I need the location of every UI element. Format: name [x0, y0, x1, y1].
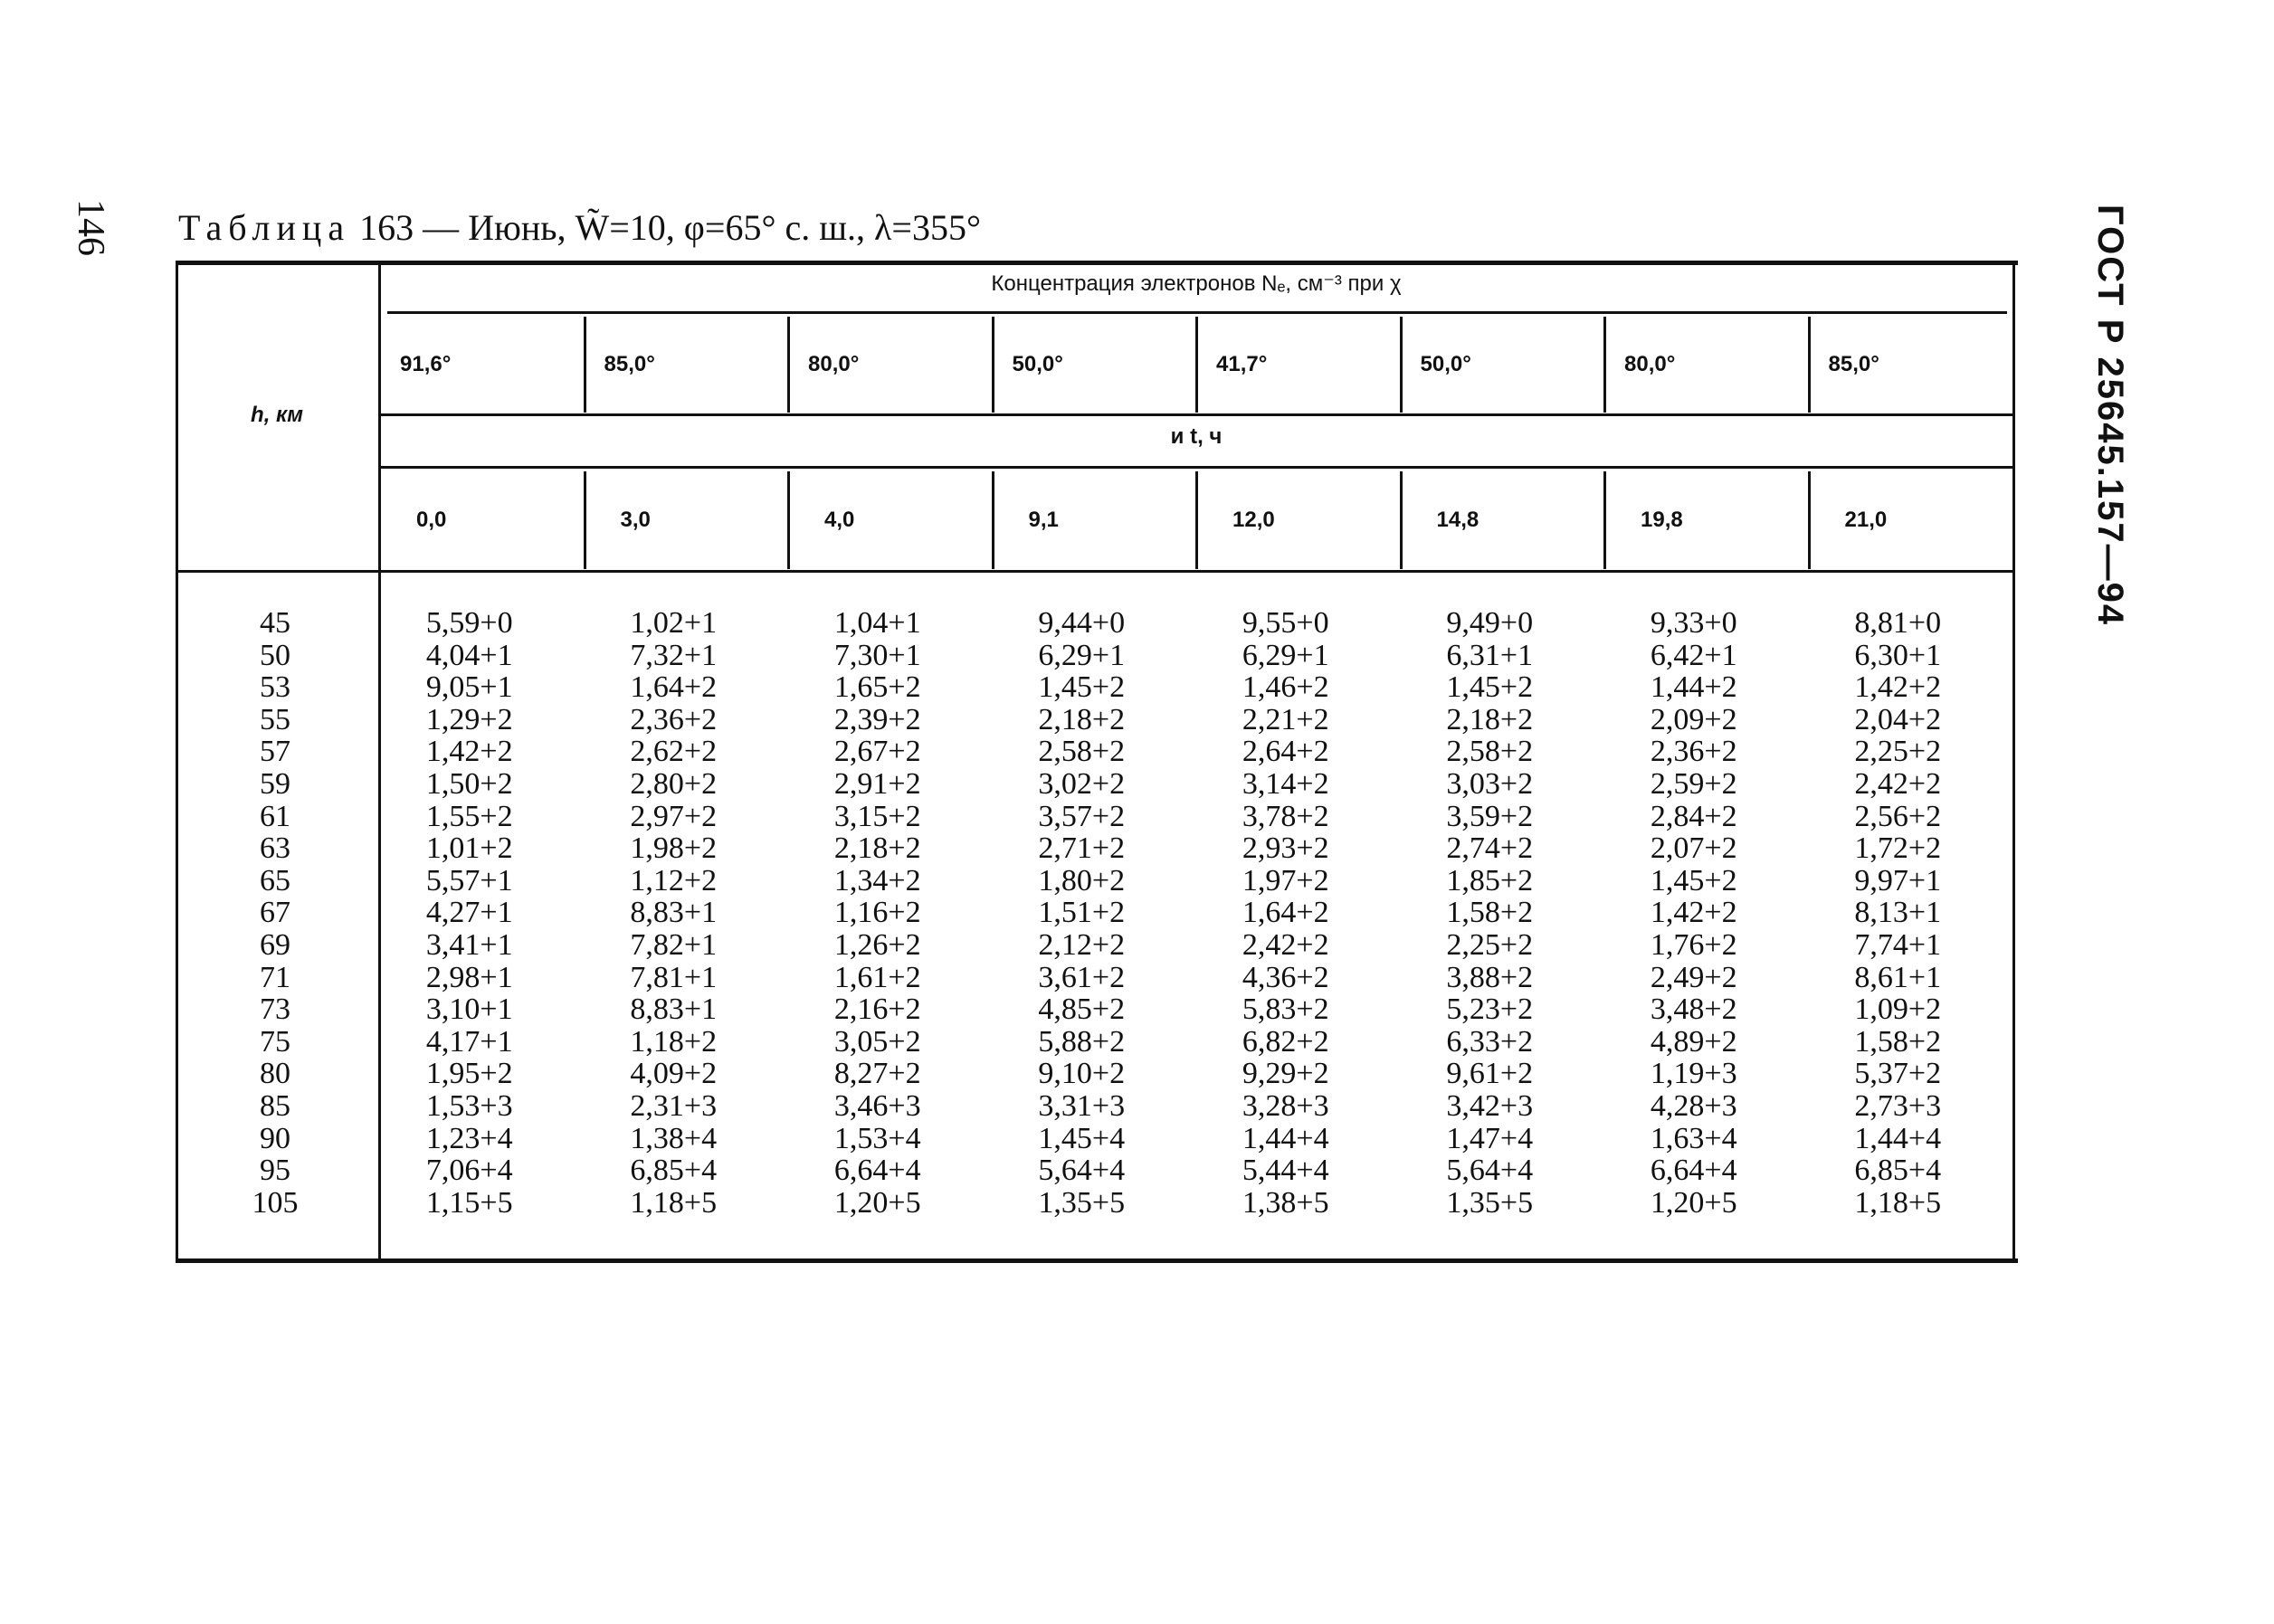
concentration-cell: 9,44+0 [1038, 606, 1126, 640]
concentration-cell: 3,88+2 [1446, 960, 1534, 994]
concentration-cell: 4,17+1 [425, 1024, 513, 1059]
concentration-cell: 2,04+2 [1854, 702, 1942, 736]
concentration-cell: 7,74+1 [1854, 927, 1942, 962]
concentration-cell: 1,09+2 [1854, 992, 1942, 1027]
concentration-cell: 2,21+2 [1242, 702, 1329, 736]
concentration-cell: 2,39+2 [833, 702, 921, 736]
concentration-cell: 3,48+2 [1650, 992, 1737, 1027]
concentration-cell: 1,15+5 [425, 1185, 513, 1220]
concentration-cell: 5,83+2 [1242, 992, 1329, 1027]
concentration-cell: 2,36+2 [630, 702, 718, 736]
concentration-cell: 9,10+2 [1038, 1057, 1126, 1091]
concentration-cell: 1,58+2 [1446, 896, 1534, 930]
concentration-cell: 2,42+2 [1854, 766, 1942, 801]
header-column-divider [1195, 471, 1198, 569]
concentration-cell: 1,20+5 [833, 1185, 921, 1220]
concentration-cell: 1,55+2 [425, 799, 513, 833]
concentration-cell: 2,16+2 [833, 992, 921, 1027]
concentration-cell: 1,98+2 [630, 831, 718, 866]
concentration-cell: 6,64+4 [1650, 1154, 1737, 1188]
header-column-divider [787, 471, 790, 569]
concentration-column [998, 607, 1166, 1219]
t-header-cell: 3,0 [620, 508, 651, 532]
height-cell: 50 [260, 638, 290, 672]
concentration-cell: 2,98+1 [425, 960, 513, 994]
data-table [176, 261, 2018, 1263]
concentration-cell: 9,55+0 [1242, 606, 1329, 640]
concentration-cell: 8,81+0 [1854, 606, 1942, 640]
concentration-cell: 9,61+2 [1446, 1057, 1534, 1091]
concentration-cell: 1,12+2 [630, 863, 718, 897]
concentration-cell: 1,23+4 [425, 1121, 513, 1155]
concentration-cell: 2,97+2 [630, 799, 718, 833]
concentration-cell: 1,58+2 [1854, 1024, 1942, 1059]
height-cell: 57 [260, 735, 290, 769]
concentration-cell: 1,64+2 [630, 670, 718, 705]
concentration-cell: 9,97+1 [1854, 863, 1942, 897]
concentration-cell: 1,26+2 [833, 927, 921, 962]
row-header-h: h, км [251, 403, 303, 427]
height-cell: 73 [260, 992, 290, 1027]
concentration-column [590, 607, 758, 1219]
height-cell: 85 [260, 1088, 290, 1123]
height-cell: 45 [260, 606, 290, 640]
header-column-divider [1808, 471, 1811, 569]
concentration-cell: 1,95+2 [425, 1057, 513, 1091]
concentration-cell: 1,20+5 [1650, 1185, 1737, 1220]
concentration-cell: 6,64+4 [833, 1154, 921, 1188]
concentration-cell: 3,46+3 [833, 1088, 921, 1123]
concentration-cell: 1,19+3 [1650, 1057, 1737, 1091]
header-column-divider [992, 317, 994, 413]
t-header-cell: 4,0 [824, 508, 855, 532]
concentration-cell: 6,82+2 [1242, 1024, 1329, 1059]
concentration-cell: 5,57+1 [425, 863, 513, 897]
t-header-cell: 0,0 [416, 508, 447, 532]
height-cell: 71 [260, 960, 290, 994]
chi-header-cell: 50,0° [1012, 352, 1063, 376]
chi-header-cell: 85,0° [1828, 352, 1879, 376]
concentration-cell: 7,30+1 [833, 638, 921, 672]
concentration-cell: 9,05+1 [425, 670, 513, 705]
concentration-cell: 1,45+4 [1038, 1121, 1126, 1155]
height-cell: 95 [260, 1154, 290, 1188]
concentration-cell: 1,53+4 [833, 1121, 921, 1155]
concentration-cell: 5,23+2 [1446, 992, 1534, 1027]
header-column-divider [992, 471, 994, 569]
concentration-cell: 5,64+4 [1446, 1154, 1534, 1188]
height-cell: 53 [260, 670, 290, 705]
group-header-time: и t, ч [1170, 424, 1223, 449]
chi-header-cell: 91,6° [400, 352, 452, 376]
height-cell: 59 [260, 766, 290, 801]
concentration-cell: 1,44+2 [1650, 670, 1737, 705]
chi-header-cell: 85,0° [604, 352, 655, 376]
concentration-cell: 1,50+2 [425, 766, 513, 801]
concentration-cell: 4,09+2 [630, 1057, 718, 1091]
height-cell: 65 [260, 863, 290, 897]
concentration-cell: 5,59+0 [425, 606, 513, 640]
concentration-column [1202, 607, 1370, 1219]
concentration-cell: 6,29+1 [1242, 638, 1329, 672]
header-column-divider [1603, 471, 1606, 569]
concentration-cell: 6,33+2 [1446, 1024, 1534, 1059]
t-header-cell: 9,1 [1028, 508, 1059, 532]
concentration-cell: 3,78+2 [1242, 799, 1329, 833]
height-cell: 67 [260, 896, 290, 930]
chi-header-cell: 80,0° [1624, 352, 1676, 376]
concentration-cell: 2,18+2 [1446, 702, 1534, 736]
concentration-cell: 2,64+2 [1242, 735, 1329, 769]
concentration-cell: 4,36+2 [1242, 960, 1329, 994]
concentration-cell: 1,18+2 [630, 1024, 718, 1059]
concentration-cell: 9,29+2 [1242, 1057, 1329, 1091]
height-cell: 90 [260, 1121, 290, 1155]
concentration-cell: 8,83+1 [630, 896, 718, 930]
concentration-cell: 3,14+2 [1242, 766, 1329, 801]
concentration-cell: 3,28+3 [1242, 1088, 1329, 1123]
concentration-cell: 2,73+3 [1854, 1088, 1942, 1123]
concentration-cell: 3,03+2 [1446, 766, 1534, 801]
concentration-cell: 1,42+2 [1650, 896, 1737, 930]
concentration-column [1610, 607, 1778, 1219]
header-column-divider [1400, 317, 1403, 413]
concentration-cell: 6,30+1 [1854, 638, 1942, 672]
concentration-cell: 1,85+2 [1446, 863, 1534, 897]
concentration-cell: 2,67+2 [833, 735, 921, 769]
concentration-cell: 7,82+1 [630, 927, 718, 962]
concentration-cell: 1,42+2 [425, 735, 513, 769]
concentration-cell: 3,41+1 [425, 927, 513, 962]
concentration-cell: 1,29+2 [425, 702, 513, 736]
concentration-cell: 2,42+2 [1242, 927, 1329, 962]
concentration-cell: 8,13+1 [1854, 896, 1942, 930]
concentration-cell: 4,27+1 [425, 896, 513, 930]
concentration-cell: 2,58+2 [1038, 735, 1126, 769]
concentration-cell: 1,64+2 [1242, 896, 1329, 930]
header-rule-3 [380, 466, 2012, 469]
concentration-cell: 1,18+5 [1854, 1185, 1942, 1220]
concentration-cell: 1,38+4 [630, 1121, 718, 1155]
concentration-cell: 1,44+4 [1854, 1121, 1942, 1155]
concentration-cell: 3,05+2 [833, 1024, 921, 1059]
concentration-cell: 1,38+5 [1242, 1185, 1329, 1220]
concentration-cell: 4,04+1 [425, 638, 513, 672]
concentration-cell: 2,12+2 [1038, 927, 1126, 962]
concentration-cell: 1,35+5 [1038, 1185, 1126, 1220]
concentration-cell: 2,71+2 [1038, 831, 1126, 866]
concentration-cell: 4,89+2 [1650, 1024, 1737, 1059]
table-outer-right-rule [2012, 265, 2015, 1258]
concentration-cell: 3,15+2 [833, 799, 921, 833]
concentration-cell: 2,93+2 [1242, 831, 1329, 866]
concentration-cell: 2,91+2 [833, 766, 921, 801]
concentration-cell: 1,34+2 [833, 863, 921, 897]
height-cell: 105 [252, 1185, 299, 1220]
standard-designation: ГОСТ Р 25645.157—94 [2090, 204, 2130, 627]
height-cell: 63 [260, 831, 290, 866]
concentration-cell: 1,61+2 [833, 960, 921, 994]
header-bottom-rule [176, 570, 2015, 573]
concentration-cell: 2,58+2 [1446, 735, 1534, 769]
concentration-cell: 2,80+2 [630, 766, 718, 801]
height-cell: 75 [260, 1024, 290, 1059]
group-header-concentration: Концентрация электронов Nₑ, см⁻³ при χ [991, 271, 1402, 296]
concentration-cell: 2,18+2 [833, 831, 921, 866]
height-cell: 69 [260, 927, 290, 962]
concentration-cell: 3,10+1 [425, 992, 513, 1027]
table-caption [178, 206, 981, 249]
header-column-divider [1195, 317, 1198, 413]
concentration-cell: 6,42+1 [1650, 638, 1737, 672]
concentration-cell: 4,28+3 [1650, 1088, 1737, 1123]
concentration-cell: 1,16+2 [833, 896, 921, 930]
chi-header-cell: 80,0° [808, 352, 860, 376]
concentration-cell: 1,47+4 [1446, 1121, 1534, 1155]
concentration-cell: 1,01+2 [425, 831, 513, 866]
header-rule-2 [380, 413, 2012, 416]
concentration-cell: 7,81+1 [630, 960, 718, 994]
header-column-divider [1400, 471, 1403, 569]
concentration-cell: 5,44+4 [1242, 1154, 1329, 1188]
concentration-cell: 2,56+2 [1854, 799, 1942, 833]
concentration-cell: 3,42+3 [1446, 1088, 1534, 1123]
height-column [176, 607, 375, 1219]
concentration-cell: 1,80+2 [1038, 863, 1126, 897]
concentration-cell: 1,42+2 [1854, 670, 1942, 705]
concentration-cell: 2,18+2 [1038, 702, 1126, 736]
concentration-cell: 2,74+2 [1446, 831, 1534, 866]
concentration-cell: 8,83+1 [630, 992, 718, 1027]
concentration-cell: 7,32+1 [630, 638, 718, 672]
concentration-cell: 2,62+2 [630, 735, 718, 769]
concentration-cell: 7,06+4 [425, 1154, 513, 1188]
concentration-cell: 6,31+1 [1446, 638, 1534, 672]
page-number: 146 [70, 199, 111, 256]
concentration-cell: 6,85+4 [1854, 1154, 1942, 1188]
chi-header-cell: 41,7° [1216, 352, 1268, 376]
header-column-divider [584, 471, 586, 569]
concentration-cell: 1,35+5 [1446, 1185, 1534, 1220]
concentration-cell: 2,07+2 [1650, 831, 1737, 866]
chi-header-cell: 50,0° [1420, 352, 1471, 376]
t-header-cell: 12,0 [1232, 508, 1275, 532]
concentration-column [1406, 607, 1575, 1219]
concentration-cell: 1,46+2 [1242, 670, 1329, 705]
concentration-cell: 2,36+2 [1650, 735, 1737, 769]
concentration-cell: 1,18+5 [630, 1185, 718, 1220]
caption-label: Таблица [178, 207, 351, 248]
concentration-cell: 3,02+2 [1038, 766, 1126, 801]
concentration-cell: 1,51+2 [1038, 896, 1126, 930]
concentration-column [385, 607, 554, 1219]
concentration-cell: 3,59+2 [1446, 799, 1534, 833]
concentration-cell: 2,59+2 [1650, 766, 1737, 801]
concentration-column [794, 607, 962, 1219]
concentration-cell: 9,49+0 [1446, 606, 1534, 640]
t-header-cell: 14,8 [1436, 508, 1480, 532]
caption-number: 163 [359, 207, 414, 248]
concentration-cell: 5,37+2 [1854, 1057, 1942, 1091]
concentration-cell: 1,04+1 [833, 606, 921, 640]
concentration-cell: 1,53+3 [425, 1088, 513, 1123]
concentration-cell: 1,76+2 [1650, 927, 1737, 962]
t-header-cell: 19,8 [1641, 508, 1683, 532]
concentration-cell: 5,64+4 [1038, 1154, 1126, 1188]
concentration-cell: 5,88+2 [1038, 1024, 1126, 1059]
concentration-cell: 1,02+1 [630, 606, 718, 640]
concentration-cell: 3,31+3 [1038, 1088, 1126, 1123]
concentration-cell: 3,61+2 [1038, 960, 1126, 994]
concentration-cell: 6,85+4 [630, 1154, 718, 1188]
t-header-cell: 21,0 [1844, 508, 1888, 532]
concentration-cell: 1,65+2 [833, 670, 921, 705]
concentration-cell: 1,44+4 [1242, 1121, 1329, 1155]
height-cell: 55 [260, 702, 290, 736]
caption-conditions: — Июнь, W̃=10, φ=65° с. ш., λ=355° [423, 207, 981, 248]
concentration-cell: 1,45+2 [1446, 670, 1534, 705]
concentration-cell: 1,72+2 [1854, 831, 1942, 866]
concentration-cell: 6,29+1 [1038, 638, 1126, 672]
concentration-cell: 8,27+2 [833, 1057, 921, 1091]
concentration-cell: 1,97+2 [1242, 863, 1329, 897]
header-column-divider [584, 317, 586, 413]
concentration-cell: 2,84+2 [1650, 799, 1737, 833]
header-rule-1 [387, 311, 2007, 314]
height-cell: 80 [260, 1057, 290, 1091]
concentration-cell: 2,49+2 [1650, 960, 1737, 994]
header-column-divider [1603, 317, 1606, 413]
concentration-cell: 1,45+2 [1038, 670, 1126, 705]
concentration-cell: 2,25+2 [1854, 735, 1942, 769]
concentration-cell: 3,57+2 [1038, 799, 1126, 833]
concentration-cell: 1,45+2 [1650, 863, 1737, 897]
concentration-cell: 4,85+2 [1038, 992, 1126, 1027]
concentration-cell: 1,63+4 [1650, 1121, 1737, 1155]
concentration-column [1814, 607, 1983, 1219]
height-cell: 61 [260, 799, 290, 833]
concentration-cell: 8,61+1 [1854, 960, 1942, 994]
concentration-cell: 2,31+3 [630, 1088, 718, 1123]
header-column-divider [787, 317, 790, 413]
concentration-cell: 2,09+2 [1650, 702, 1737, 736]
concentration-cell: 9,33+0 [1650, 606, 1737, 640]
header-column-divider [1808, 317, 1811, 413]
concentration-cell: 2,25+2 [1446, 927, 1534, 962]
